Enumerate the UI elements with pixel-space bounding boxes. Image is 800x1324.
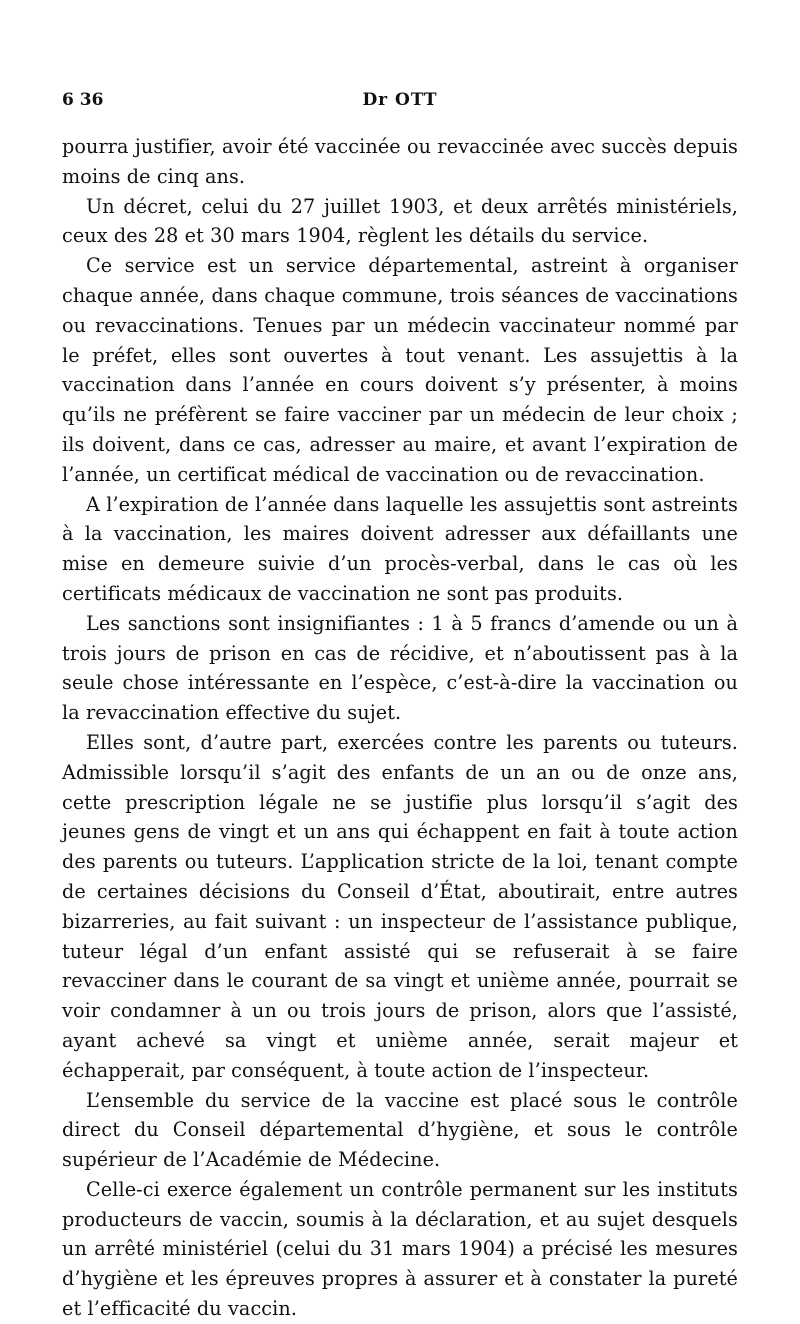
paragraph-continued: pourra justifier, avoir été vaccinée ou revaccinée avec succès depuis moins de cinq ans.: [62, 135, 738, 188]
paragraph-parents-guardians: Elles sont, d’autre part, exercées contre les parents ou tuteurs. Admissible lorsqu’il s’agit des enfants de un an ou de onze ans, cette prescription légale ne se justifie plus lorsqu’il s’agit des jeunes gens de vingt et un ans qui échappent en fait à toute action des parents ou tuteurs. L’application stricte de la loi, tenant compte de certaines décisions du Conseil d’État, aboutirait, entre autres bizarreries, au fait suivant : un inspecteur de l’assistance publique, tuteur légal d’un enfant assisté qui se refuserait à se faire revacciner dans le courant de sa vingt et unième année, pourrait se voir condamner à un ou trois jours de prison, alors que l’assisté, ayant achevé sa vingt et unième année, serait majeur et échapperait, par conséquent, à toute action de l’inspecteur.: [62, 730, 738, 1082]
running-title: Dr OTT: [362, 90, 438, 110]
book-page: [62, 88, 738, 1321]
paragraph-academy: Celle-ci exerce également un contrôle permanent sur les instituts producteurs de vaccin, soumis à la déclaration, et au sujet desquels un arrêté ministériel (celui du 31 mars 1904) a précisé les mesures d’hygiène et les épreuves propres à assurer et à constater la pureté et l’efficacité du vaccin.: [62, 1177, 738, 1321]
paragraph-expiration: A l’expiration de l’année dans laquelle les assujettis sont astreints à la vaccination, les maires doivent adresser aux défaillants une mise en demeure suivie d’un procès-verbal, dans le cas où les certificats médicaux de vaccination ne sont pas produits.: [62, 492, 738, 605]
running-head: [62, 88, 738, 116]
paragraph-control: L’ensemble du service de la vaccine est placé sous le contrôle direct du Conseil départemental d’hygiène, et sous le contrôle supérieur de l’Académie de Médecine.: [62, 1088, 738, 1172]
paragraph-departmental-service: Ce service est un service départemental, astreint à organiser chaque année, dans chaque commune, trois séances de vaccinations ou revaccinations. Tenues par un médecin vaccinateur nommé par le préfet, elles sont ouvertes à tout venant. Les assujettis à la vaccination dans l’année en cours doivent s’y présenter, à moins qu’ils ne préfèrent se faire vacciner par un médecin de leur choix ; ils doivent, dans ce cas, adresser au maire, et avant l’expiration de l’année, un certificat médical de vaccination ou de revaccination.: [62, 254, 738, 486]
paragraph-sanctions: Les sanctions sont insignifiantes : 1 à 5 francs d’amende ou un à trois jours de prison en cas de récidive, et n’aboutissent pas à la seule chose intéressante en l’espèce, c’est-à-dire la vaccination ou la revaccination effective du sujet.: [62, 611, 738, 725]
page-number: 6 36: [62, 90, 104, 110]
body-text: [62, 132, 738, 1324]
paragraph-decree: Un décret, celui du 27 juillet 1903, et deux arrêtés ministériels, ceux des 28 et 30 mars 1904, règlent les détails du service.: [62, 194, 738, 248]
